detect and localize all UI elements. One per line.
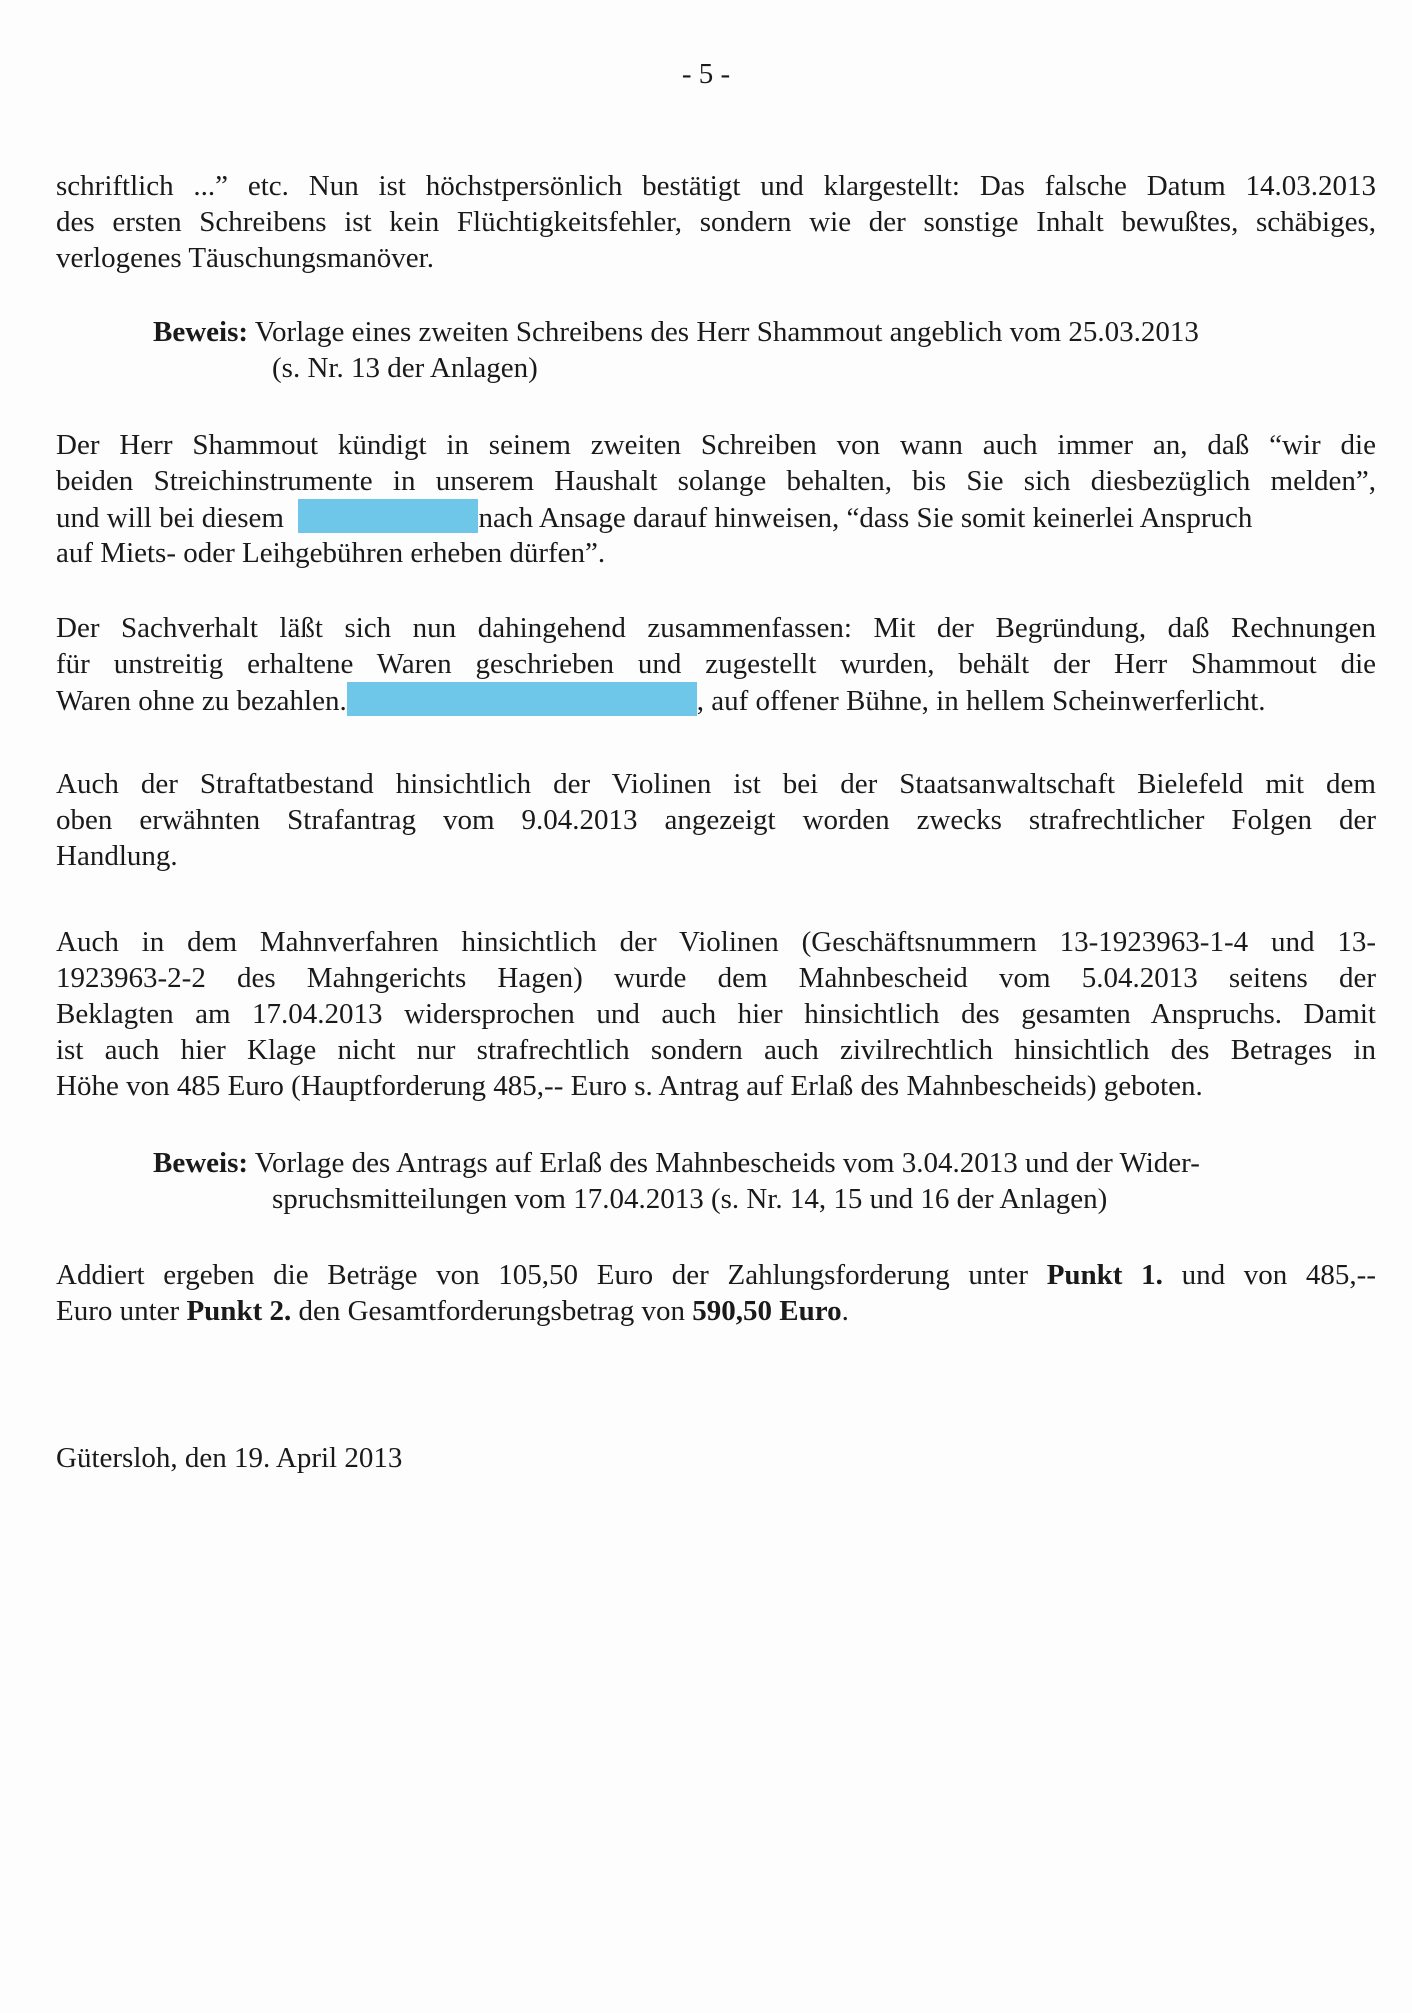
evidence-2-line-2: spruchsmitteilungen vom 17.04.2013 (s. Nr. 14, 15 und 16 der Anlagen) <box>272 1183 1108 1215</box>
paragraph-6-line-2-start: Euro unter <box>56 1295 187 1327</box>
evidence-1-line-1 <box>153 314 1333 350</box>
paragraph-6-line-1-end: und von 485,-- <box>1162 1259 1376 1291</box>
evidence-1-text: Vorlage eines zweiten Schreibens des Herr Shammout angeblich vom 25.03.2013 <box>248 316 1199 348</box>
evidence-2-text: Vorlage des Antrags auf Erlaß des Mahnbescheids vom 3.04.2013 und der Wider- <box>248 1147 1200 1179</box>
total-amount: 590,50 Euro <box>692 1295 842 1327</box>
paragraph-4-line-1: Auch der Straftatbestand hinsichtlich der Violinen ist bei der Staatsanwaltschaft Bielefeld mit dem <box>56 768 1376 800</box>
place-date: Gütersloh, den 19. April 2013 <box>56 1442 403 1474</box>
evidence-2-label: Beweis: <box>153 1147 249 1179</box>
evidence-1-label: Beweis: <box>153 316 249 348</box>
redaction-block <box>298 499 478 533</box>
paragraph-2-line-4: auf Miets- oder Leihgebühren erheben dürfen”. <box>56 537 606 569</box>
paragraph-6-line-2-end: . <box>841 1295 849 1327</box>
paragraph-2-line-1: Der Herr Shammout kündigt in seinem zweiten Schreiben von wann auch immer an, daß “wir die <box>56 429 1376 461</box>
paragraph-6-line-1 <box>56 1257 1376 1293</box>
paragraph-5-line-5: Höhe von 485 Euro (Hauptforderung 485,-- Euro s. Antrag auf Erlaß des Mahnbescheids) geboten. <box>56 1070 1203 1102</box>
point-2-label: Punkt 2. <box>186 1295 292 1327</box>
paragraph-3-line-1: Der Sachverhalt läßt sich nun dahingehend zusammenfassen: Mit der Begründung, daß Rechnungen <box>56 612 1376 644</box>
paragraph-4-line-2: oben erwähnten Strafantrag vom 9.04.2013 angezeigt worden zwecks strafrechtlicher Folgen der <box>56 804 1376 836</box>
paragraph-3-line-2: für unstreitig erhaltene Waren geschrieben und zugestellt wurden, behält der Herr Shammout die <box>56 648 1376 680</box>
redaction-block <box>347 682 697 716</box>
page-number: - 5 - <box>681 58 731 90</box>
paragraph-2-line-3 <box>56 499 1376 536</box>
paragraph-3-line-3-start: Waren ohne zu bezahlen. <box>56 685 347 717</box>
paragraph-5-line-4: ist auch hier Klage nicht nur strafrechtlich sondern auch zivilrechtlich hinsichtlich des Betrages in <box>56 1034 1376 1066</box>
paragraph-6-line-1-start: Addiert ergeben die Beträge von 105,50 Euro der Zahlungsforderung unter <box>56 1259 1047 1291</box>
paragraph-3-line-3 <box>56 682 1376 719</box>
paragraph-1-line-2: des ersten Schreibens ist kein Flüchtigkeitsfehler, sondern wie der sonstige Inhalt bewußtes, schäbiges, <box>56 206 1376 238</box>
paragraph-2-line-3-end: nach Ansage darauf hinweisen, “dass Sie somit keinerlei Anspruch <box>478 502 1253 534</box>
paragraph-6-line-2-middle: den Gesamtforderungsbetrag von <box>291 1295 693 1327</box>
evidence-2-line-1 <box>153 1145 1333 1181</box>
point-1-label: Punkt 1. <box>1046 1259 1163 1291</box>
paragraph-4-line-3: Handlung. <box>56 840 178 872</box>
paragraph-5-line-3: Beklagten am 17.04.2013 widersprochen und auch hier hinsichtlich des gesamten Anspruchs. Damit <box>56 998 1376 1030</box>
paragraph-6-line-2 <box>56 1293 1376 1329</box>
paragraph-5-line-1: Auch in dem Mahnverfahren hinsichtlich der Violinen (Geschäftsnummern 13-1923963-1-4 und 13- <box>56 926 1376 958</box>
paragraph-5-line-2: 1923963-2-2 des Mahngerichts Hagen) wurde dem Mahnbescheid vom 5.04.2013 seitens der <box>56 962 1376 994</box>
paragraph-1-line-1: schriftlich ...” etc. Nun ist höchstpersönlich bestätigt und klargestellt: Das falsche Datum 14.03.2013 <box>56 170 1376 202</box>
paragraph-1-line-3: verlogenes Täuschungsmanöver. <box>56 242 434 274</box>
evidence-1-line-2: (s. Nr. 13 der Anlagen) <box>272 352 538 384</box>
paragraph-3-line-3-end: , auf offener Bühne, in hellem Scheinwerferlicht. <box>696 685 1266 717</box>
paragraph-2-line-3-start: und will bei diesem <box>56 502 284 534</box>
paragraph-2-line-2: beiden Streichinstrumente in unserem Haushalt solange behalten, bis Sie sich diesbezüglich melden”, <box>56 465 1376 497</box>
